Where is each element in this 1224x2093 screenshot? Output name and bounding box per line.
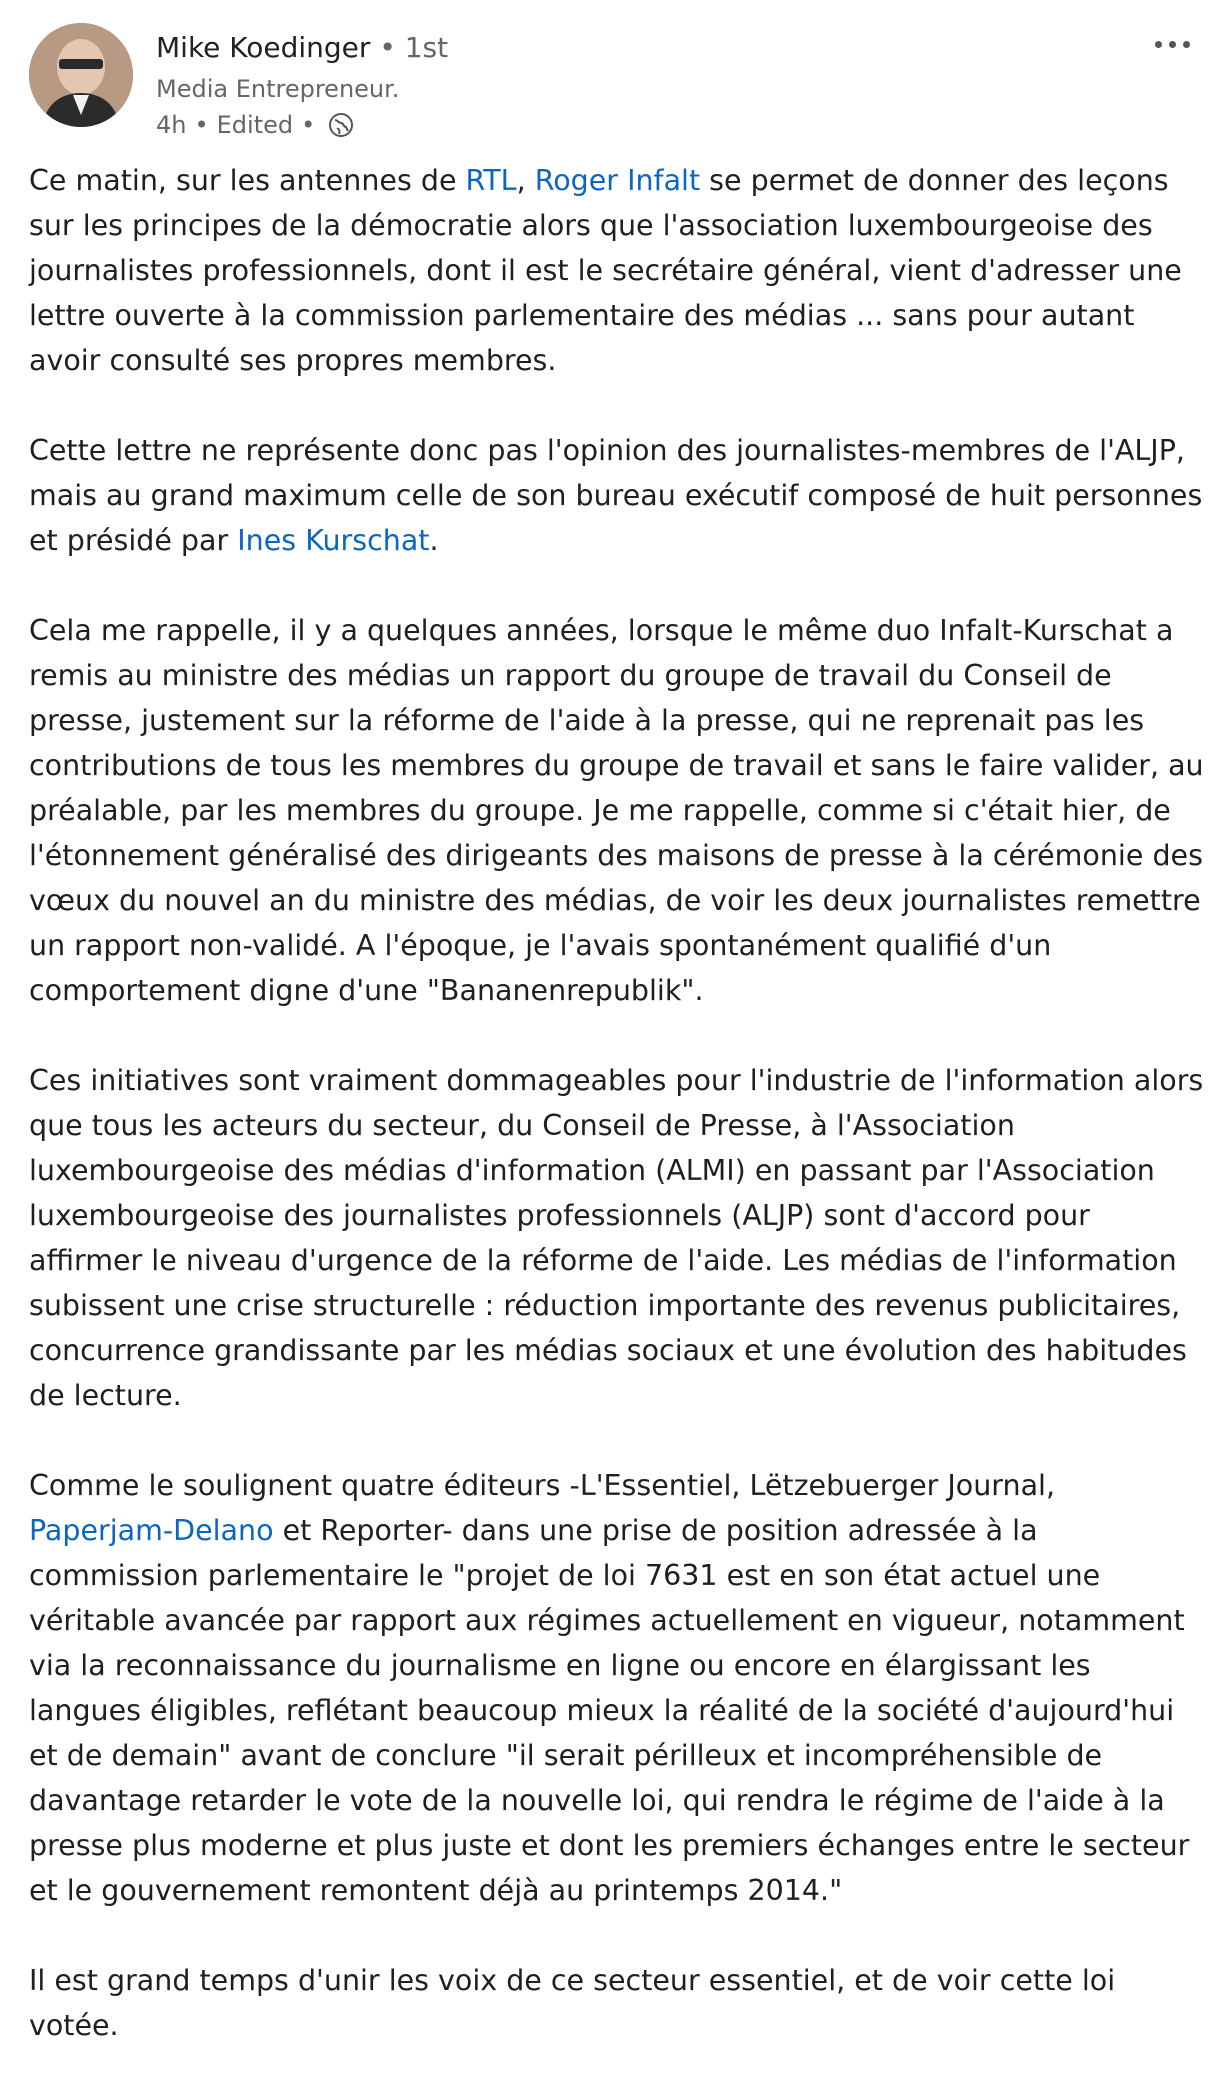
post-paragraph-4: Ces initiatives sont vraiment dommageables pour l'industrie de l'information alors que tous les acteurs du secteur, du Conseil de Presse, à l'Association luxembourgeoise des médias d'information (ALMI) en passant par l'Association luxembourgeoise des journalistes professionnels (ALJP) sont d'accord pour affirmer le niveau d'urgence de la réforme de l'aide. Les médias de l'information subissent une crise structurelle : réduction importante des revenus publicitaires, concurrence grandissante par les médias sociaux et une évolution des habitudes de lecture. (29, 1064, 1204, 1412)
globe-icon (327, 111, 355, 139)
post-paragraph-1 (29, 158, 1204, 383)
meta-separator: • (301, 111, 316, 139)
mention-link-rtl[interactable]: RTL (465, 164, 517, 197)
text: et Reporter- dans une prise de position adressée à la commission parlementaire le "projet de loi 7631 est en son état actuel une véritable avancée par rapport aux régimes actuellement en vigueur, notamment via la reconnaissance du journalisme en ligne ou encore en élargissant les langues éligibles, reflétant beaucoup mieux la réalité de la société d'aujourd'hui et de demain" avant de conclure "il serait périlleux et incompréhensible de davantage retarder le vote de la nouvelle loi, qui rendra le régime de l'aide à la presse plus moderne et plus juste et dont les premiers échanges entre le secteur et le gouvernement remontent déjà au printemps 2014." (29, 1514, 1190, 1907)
more-dot (1169, 41, 1176, 48)
avatar[interactable] (29, 23, 133, 127)
post-meta (156, 108, 355, 142)
text: Cette lettre ne représente donc pas l'opinion des journalistes-membres de l'ALJP, mais au grand maximum celle de son bureau exécutif composé de huit personnes et présidé par (29, 434, 1203, 557)
author-line (156, 28, 448, 68)
post-content (29, 158, 1204, 2093)
text: . (429, 524, 439, 557)
post-paragraph-6: Il est grand temps d'unir les voix de ce secteur essentiel, et de voir cette loi votée. (29, 1964, 1116, 2042)
more-dot (1155, 41, 1162, 48)
post-paragraph-2 (29, 428, 1204, 563)
text: se permet de donner des leçons sur les principes de la démocratie alors que l'association luxembourgeoise des journalistes professionnels, dont il est le secrétaire général, vient d'adresser une lettre ouverte à la commission parlementaire des médias ... sans pour autant avoir consulté ses propres membres. (29, 164, 1182, 377)
more-options-icon[interactable] (1144, 26, 1200, 62)
edited-label: Edited (216, 111, 294, 139)
avatar-portrait-graphic (29, 23, 133, 127)
mention-link-paperjam-delano[interactable]: Paperjam-Delano (29, 1514, 274, 1547)
mention-link-ines-kurschat[interactable]: Ines Kurschat (237, 524, 430, 557)
post-time: 4h (156, 111, 187, 139)
text: Ce matin, sur les antennes de (29, 164, 466, 197)
author-name[interactable]: Mike Koedinger (156, 31, 371, 64)
more-dot (1183, 41, 1190, 48)
post-paragraph-5 (29, 1463, 1204, 1913)
connection-degree: • 1st (370, 31, 449, 64)
meta-separator: • (194, 111, 209, 139)
post-paragraph-3: Cela me rappelle, il y a quelques années, lorsque le même duo Infalt-Kurschat a remis au ministre des médias un rapport du groupe de travail du Conseil de presse, justement sur la réforme de l'aide à la presse, qui ne reprenait pas les contributions de tous les membres du groupe de travail et sans le faire valider, au préalable, par les membres du groupe. Je me rappelle, comme si c'était hier, de l'étonnement généralisé des dirigeants des maisons de presse à la cérémonie des vœux du nouvel an du ministre des médias, de voir les deux journalistes remettre un rapport non-validé. A l'époque, je l'avais spontanément qualifié d'un comportement digne d'une "Bananenrepublik". (29, 614, 1204, 1007)
mention-link-roger-infalt[interactable]: Roger Infalt (534, 164, 701, 197)
text: , (516, 164, 535, 197)
text: Comme le soulignent quatre éditeurs -L'Essentiel, Lëtzebuerger Journal, (29, 1469, 1056, 1502)
author-headline: Media Entrepreneur. (156, 75, 400, 103)
